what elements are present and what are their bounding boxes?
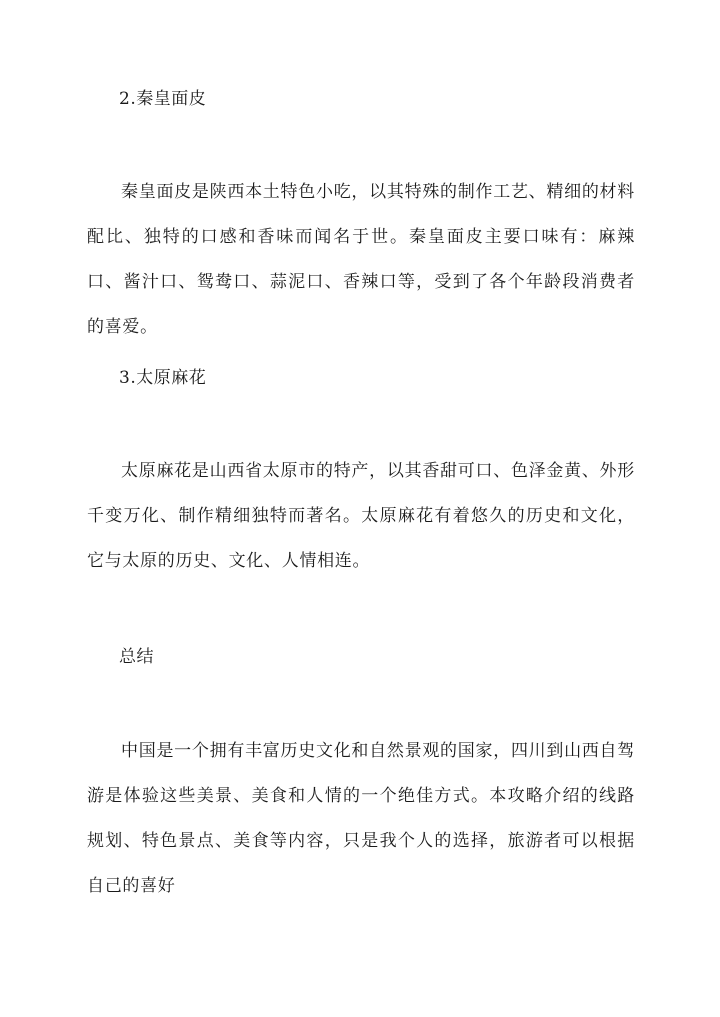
section-paragraph-qinhuang-mianpi: 秦皇面皮是陕西本土特色小吃，以其特殊的制作工艺、精细的材料配比、独特的口感和香味而闻名于世。秦皇面皮主要口味有：麻辣口、酱汁口、鸳鸯口、蒜泥口、香辣口等，受到了各个年龄段消费者的喜爱。 xyxy=(87,182,635,337)
section-heading-summary: 总结 xyxy=(119,647,154,667)
section-paragraph-summary: 中国是一个拥有丰富历史文化和自然景观的国家，四川到山西自驾游是体验这些美景、美食和人情的一个绝佳方式。本攻略介绍的线路规划、特色景点、美食等内容，只是我个人的选择，旅游者可以根据自己的喜好 xyxy=(87,741,635,896)
section-heading-taiyuan-mahua: 3.太原麻花 xyxy=(119,368,207,388)
section-paragraph-taiyuan-mahua: 太原麻花是山西省太原市的特产，以其香甜可口、色泽金黄、外形千变万化、制作精细独特而著名。太原麻花有着悠久的历史和文化，它与太原的历史、文化、人情相连。 xyxy=(87,461,635,571)
section-heading-qinhuang-mianpi: 2.秦皇面皮 xyxy=(119,89,207,109)
